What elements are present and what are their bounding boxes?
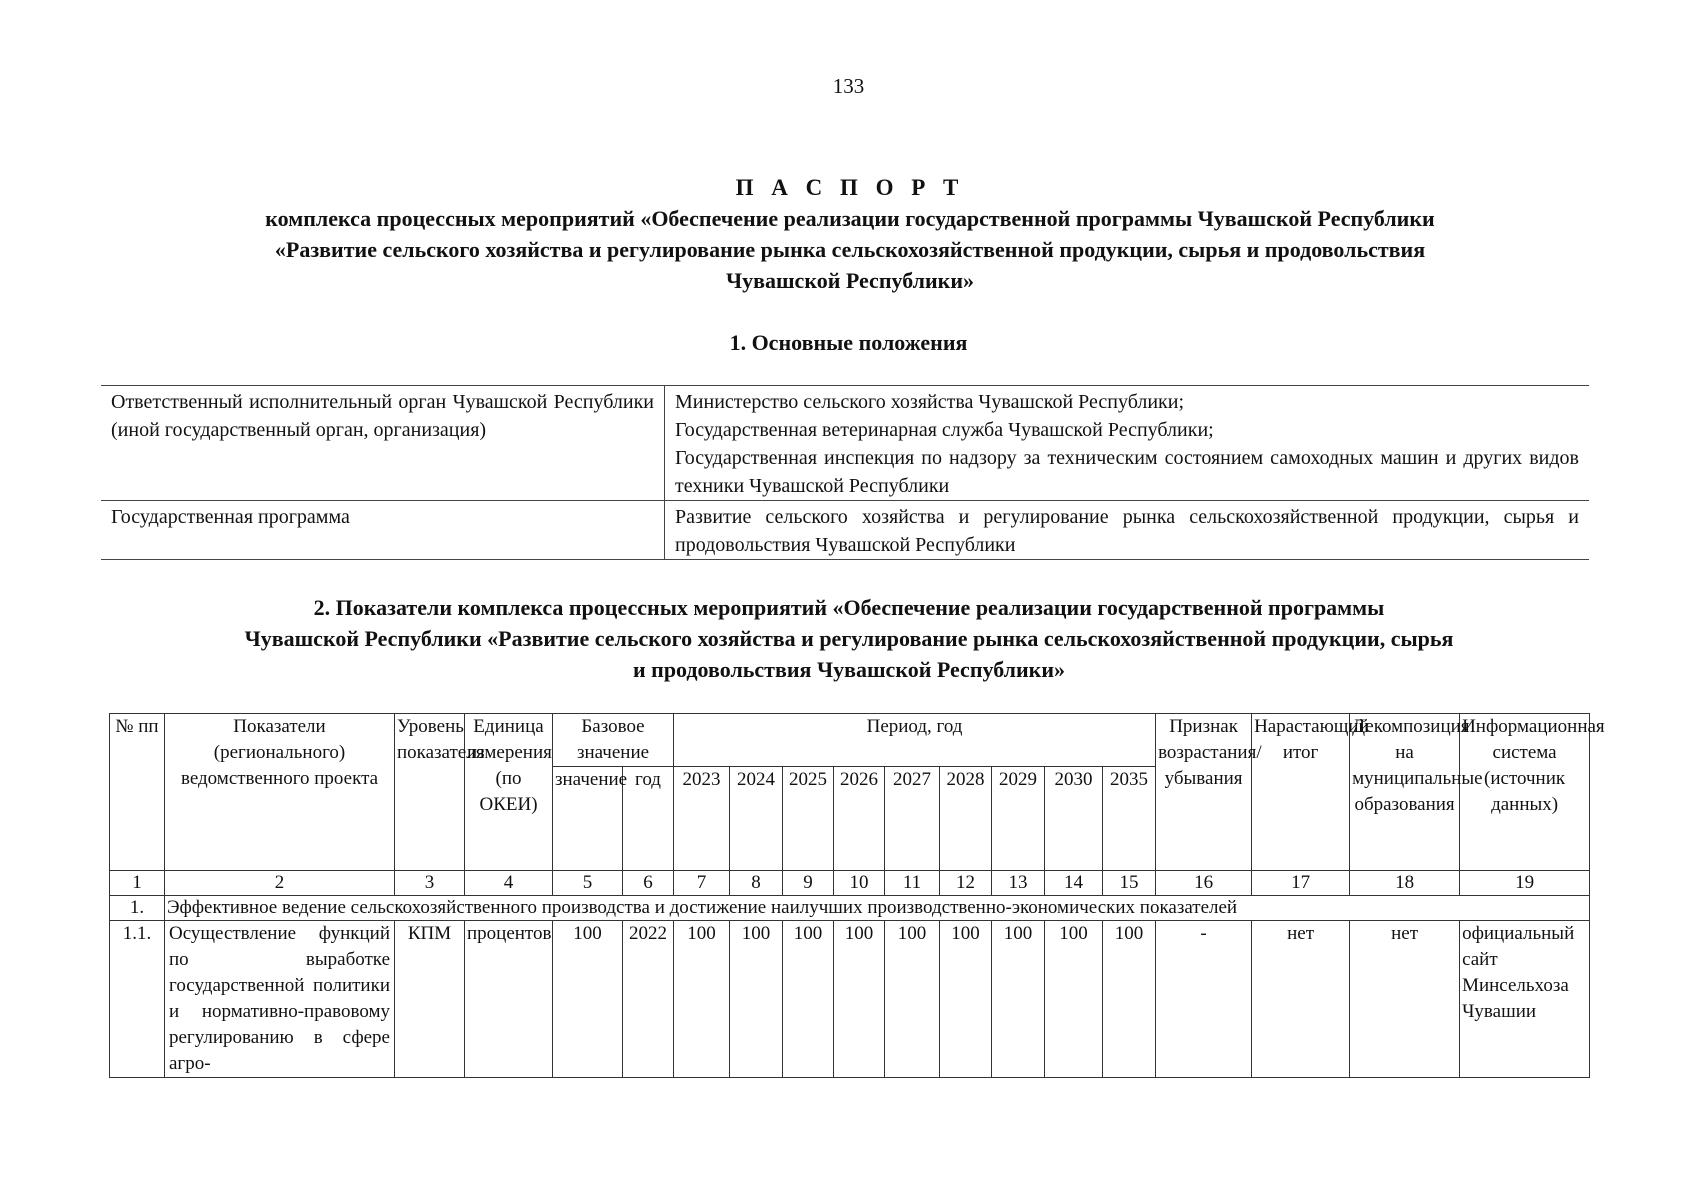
passport-title-line-3: Чувашской Республики» bbox=[725, 268, 975, 293]
row-base-value: 100 bbox=[553, 921, 623, 1078]
section-2-heading-line-3: и продовольствия Чувашской Республики» bbox=[632, 657, 1066, 682]
passport-title bbox=[100, 172, 1600, 296]
header-unit: Единица измерения (по ОКЕИ) bbox=[465, 714, 553, 871]
header-period: Период, год bbox=[674, 714, 1156, 767]
column-number: 6 bbox=[623, 871, 674, 896]
passport-heading: П А С П О Р Т bbox=[735, 175, 965, 200]
column-number: 5 bbox=[553, 871, 623, 896]
column-number: 4 bbox=[465, 871, 553, 896]
header-decomposition: Декомпозиция на муниципальные образования bbox=[1350, 714, 1460, 871]
header-info-system: Информационная система (источник данных) bbox=[1460, 714, 1590, 871]
header-base-value: значение bbox=[553, 767, 623, 871]
column-number: 7 bbox=[674, 871, 730, 896]
header-cumulative: Нарастающий итог bbox=[1252, 714, 1350, 871]
responsible-body-line: Министерство сельского хозяйства Чувашской Республики; bbox=[675, 391, 1185, 413]
row-year-value: 100 bbox=[674, 921, 730, 1078]
header-level: Уровень показателя bbox=[395, 714, 465, 871]
section-2-heading-line-2: Чувашской Республики «Развитие сельского хозяйства и регулирование рынка сельскохозяйственной продукции, сырья bbox=[244, 626, 1454, 651]
passport-title-line-2: «Развитие сельского хозяйства и регулирование рынка сельскохозяйственной продукции, сырья и продовольствия bbox=[274, 237, 1426, 262]
header-year: 2035 bbox=[1103, 767, 1156, 871]
table-row bbox=[110, 921, 1590, 1078]
row-year-value: 100 bbox=[992, 921, 1045, 1078]
table-row bbox=[101, 501, 1589, 560]
group-title: Эффективное ведение сельскохозяйственного производства и достижение наилучших производственно-экономических показателей bbox=[165, 896, 1590, 921]
passport-title-line-1: комплекса процессных мероприятий «Обеспечение реализации государственной программы Чувашской Республики bbox=[265, 206, 1435, 231]
column-number: 1 bbox=[110, 871, 165, 896]
header-row bbox=[110, 714, 1590, 767]
responsible-body-value bbox=[665, 386, 1590, 501]
state-program-value: Развитие сельского хозяйства и регулирование рынка сельскохозяйственной продукции, сырья и продовольствия Чувашской Республики bbox=[665, 501, 1590, 560]
row-indicator-name: Осуществление функций по выработке государственной политики и нормативно-правовому регулированию в сфере агро- bbox=[165, 921, 395, 1078]
page-number: 133 bbox=[832, 74, 865, 98]
column-number: 10 bbox=[834, 871, 885, 896]
row-year-value: 100 bbox=[730, 921, 783, 1078]
responsible-body-line: Государственная инспекция по надзору за техническим состоянием самоходных машин и других видов техники Чувашской Республики bbox=[675, 447, 1579, 497]
section-1-heading: 1. Основные положения bbox=[729, 330, 968, 355]
header-year: 2024 bbox=[730, 767, 783, 871]
row-info-system: официальный сайт Минсельхоза Чувашии bbox=[1460, 921, 1590, 1078]
row-sign: - bbox=[1156, 921, 1252, 1078]
header-year: 2027 bbox=[885, 767, 940, 871]
header-base-year: год bbox=[623, 767, 674, 871]
section-2-heading bbox=[110, 592, 1588, 685]
column-number: 9 bbox=[783, 871, 834, 896]
column-number: 13 bbox=[992, 871, 1045, 896]
header-base: Базовое значение bbox=[553, 714, 674, 767]
row-year-value: 100 bbox=[783, 921, 834, 1078]
header-year: 2025 bbox=[783, 767, 834, 871]
row-base-year: 2022 bbox=[623, 921, 674, 1078]
header-year: 2029 bbox=[992, 767, 1045, 871]
row-cumulative: нет bbox=[1252, 921, 1350, 1078]
header-name: Показатели (регионального) ведомственного проекта bbox=[165, 714, 395, 871]
column-number: 19 bbox=[1460, 871, 1590, 896]
group-num: 1. bbox=[110, 896, 165, 921]
column-number: 12 bbox=[940, 871, 992, 896]
indicators-table bbox=[109, 713, 1605, 1078]
responsible-body-line: Государственная ветеринарная служба Чувашской Республики; bbox=[675, 419, 1214, 441]
row-year-value: 100 bbox=[885, 921, 940, 1078]
header-year: 2030 bbox=[1045, 767, 1103, 871]
row-num: 1.1. bbox=[110, 921, 165, 1078]
header-year: 2023 bbox=[674, 767, 730, 871]
state-program-label: Государственная программа bbox=[101, 501, 665, 560]
row-decomposition: нет bbox=[1350, 921, 1460, 1078]
column-numbers-row bbox=[110, 871, 1590, 896]
row-level: КПМ bbox=[395, 921, 465, 1078]
header-sign: Признак возрастания/ убывания bbox=[1156, 714, 1252, 871]
row-year-value: 100 bbox=[834, 921, 885, 1078]
column-number: 15 bbox=[1103, 871, 1156, 896]
row-year-value: 100 bbox=[1103, 921, 1156, 1078]
column-number: 2 bbox=[165, 871, 395, 896]
column-number: 17 bbox=[1252, 871, 1350, 896]
row-year-value: 100 bbox=[1045, 921, 1103, 1078]
header-num: № пп bbox=[110, 714, 165, 871]
row-year-value: 100 bbox=[940, 921, 992, 1078]
column-number: 14 bbox=[1045, 871, 1103, 896]
header-year: 2028 bbox=[940, 767, 992, 871]
header-year: 2026 bbox=[834, 767, 885, 871]
row-unit: процентов bbox=[465, 921, 553, 1078]
section-2-heading-line-1: 2. Показатели комплекса процессных мероприятий «Обеспечение реализации государственной программы bbox=[313, 595, 1385, 620]
responsible-body-label: Ответственный исполнительный орган Чувашской Республики (иной государственный орган, организация) bbox=[101, 386, 665, 501]
column-number: 16 bbox=[1156, 871, 1252, 896]
column-number: 8 bbox=[730, 871, 783, 896]
column-number: 18 bbox=[1350, 871, 1460, 896]
group-row bbox=[110, 896, 1590, 921]
main-provisions-table bbox=[101, 385, 1589, 560]
column-number: 3 bbox=[395, 871, 465, 896]
column-number: 11 bbox=[885, 871, 940, 896]
table-row bbox=[101, 386, 1589, 501]
